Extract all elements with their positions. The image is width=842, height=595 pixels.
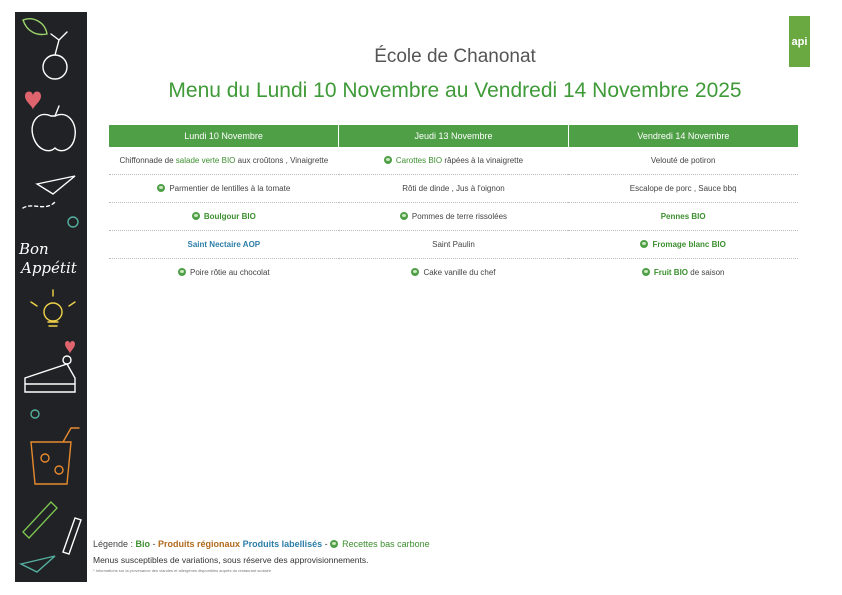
dish-text: Pommes de terre rissolées — [411, 212, 508, 221]
column-header: Lundi 10 Novembre — [109, 125, 339, 147]
dish-text: râpées à la vinaigrette — [442, 156, 524, 165]
dish-highlight: Carottes BIO — [395, 156, 443, 165]
dish-highlight: salade verte BIO — [175, 156, 236, 165]
dish-text: Escalope de porc , Sauce bbq — [629, 184, 737, 193]
menu-header-row — [109, 125, 798, 147]
low-carbon-leaf-icon — [411, 268, 419, 276]
dish-text: Cake vanille du chef — [423, 268, 496, 277]
low-carbon-leaf-icon — [330, 540, 338, 548]
menu-cell — [109, 147, 339, 175]
menu-table — [109, 125, 798, 286]
bon-appetit-text — [19, 240, 83, 278]
dish-highlight: Pennes BIO — [660, 212, 706, 221]
menu-cell — [339, 259, 569, 287]
bon-appetit-line1: Bon — [19, 240, 49, 258]
legend-bio: Bio — [135, 539, 151, 549]
menu-cell — [568, 147, 798, 175]
low-carbon-leaf-icon — [642, 268, 650, 276]
menu-cell — [339, 203, 569, 231]
low-carbon-leaf-icon — [157, 184, 165, 192]
menu-cell — [568, 175, 798, 203]
menu-cell — [568, 231, 798, 259]
column-header: Vendredi 14 Novembre — [568, 125, 798, 147]
legend — [93, 539, 430, 549]
legend-separator: - — [322, 539, 331, 549]
menu-row — [109, 147, 798, 175]
dish-text: Parmentier de lentilles à la tomate — [169, 184, 291, 193]
fine-print: * Informations sur la provenance des viandes et allergènes disponibles auprès du restaurant scolaire — [93, 568, 272, 573]
dish-text: Poire rôtie au chocolat — [190, 268, 270, 277]
legend-regional: Produits régionaux — [158, 539, 241, 549]
dish-highlight: Boulgour BIO — [203, 212, 256, 221]
dish-text: Rôti de dinde , Jus à l'oignon — [402, 184, 505, 193]
menu-row — [109, 231, 798, 259]
dish-text: Velouté de potiron — [650, 156, 716, 165]
low-carbon-leaf-icon — [178, 268, 186, 276]
menu-body — [109, 147, 798, 286]
bon-appetit-line2: Appétit — [21, 259, 77, 277]
menu-cell — [109, 259, 339, 287]
menu-cell — [339, 231, 569, 259]
menu-cell — [109, 203, 339, 231]
menu-row — [109, 175, 798, 203]
dish-text: aux croûtons , Vinaigrette — [235, 156, 329, 165]
column-header: Jeudi 13 Novembre — [339, 125, 569, 147]
menu-row — [109, 203, 798, 231]
dish-text: Saint Paulin — [432, 240, 475, 249]
legend-low-carbon: Recettes bas carbone — [342, 539, 430, 549]
brand-logo: api — [789, 16, 810, 67]
legend-labelled: Produits labellisés — [242, 539, 323, 549]
dish-text: de saison — [688, 268, 725, 277]
menu-cell — [568, 203, 798, 231]
dish-text: Chiffonnade de — [119, 156, 176, 165]
legend-prefix: Légende : — [93, 539, 136, 549]
menu-cell — [339, 147, 569, 175]
menu-cell — [109, 231, 339, 259]
low-carbon-leaf-icon — [192, 212, 200, 220]
menu-cell — [109, 175, 339, 203]
legend-separator: - — [150, 539, 159, 549]
menu-cell — [568, 259, 798, 287]
low-carbon-leaf-icon — [384, 156, 392, 164]
school-name: École de Chanonat — [374, 46, 536, 67]
dish-highlight: Fruit BIO — [653, 268, 689, 277]
dish-highlight: Fromage blanc BIO — [652, 240, 726, 249]
low-carbon-leaf-icon — [640, 240, 648, 248]
menu-title: Menu du Lundi 10 Novembre au Vendredi 14 Novembre 2025 — [168, 79, 742, 102]
menu-row — [109, 259, 798, 287]
availability-note: Menus susceptibles de variations, sous réserve des approvisionnements. — [93, 555, 369, 565]
menu-cell — [339, 175, 569, 203]
low-carbon-leaf-icon — [400, 212, 408, 220]
dish-highlight: Saint Nectaire AOP — [187, 240, 261, 249]
